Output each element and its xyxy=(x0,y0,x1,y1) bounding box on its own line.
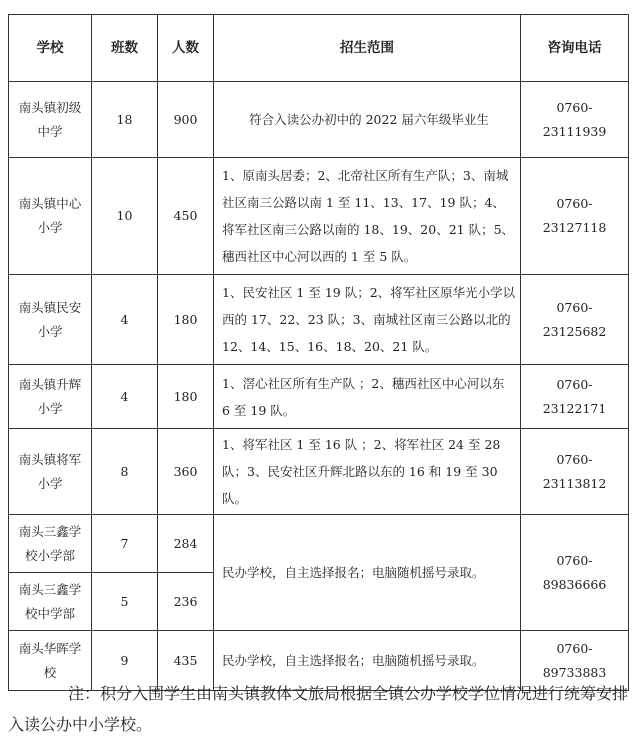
footnote: 注：积分入围学生由南头镇教体文旅局根据全镇公办学校学位情况进行统筹安排入读公办中小学校。 xyxy=(8,684,629,734)
school-name: 南头镇将军小学 xyxy=(9,429,92,515)
table-row xyxy=(9,82,629,158)
school-name: 南头三鑫学校中学部 xyxy=(9,573,92,631)
student-count: 236 xyxy=(158,573,214,631)
phone-number: 0760-23113812 xyxy=(521,429,629,515)
phone-number: 0760-89836666 xyxy=(521,515,629,631)
school-name: 南头镇民安小学 xyxy=(9,275,92,365)
student-count: 180 xyxy=(158,365,214,429)
enrollment-range: 民办学校，自主选择报名；电脑随机摇号录取。 xyxy=(214,631,521,691)
class-count: 10 xyxy=(92,158,158,275)
table-row xyxy=(9,365,629,429)
school-name: 南头镇升辉小学 xyxy=(9,365,92,429)
phone-number: 0760-23125682 xyxy=(521,275,629,365)
phone-number: 0760-23122171 xyxy=(521,365,629,429)
student-count: 284 xyxy=(158,515,214,573)
class-count: 18 xyxy=(92,82,158,158)
header-school: 学校 xyxy=(9,15,92,82)
student-count: 360 xyxy=(158,429,214,515)
enrollment-range: 1、将军社区 1 至 16 队 ；2、将军社区 24 至 28 队；3、民安社区升辉北路以东的 16 和 19 至 30 队。 xyxy=(214,429,521,515)
class-count: 7 xyxy=(92,515,158,573)
enrollment-range: 1、原南头居委；2、北帝社区所有生产队；3、南城社区南三公路以南 1 至 11、13、17、19 队；4、将军社区南三公路以南的 18、19、20、21 队；5、穗西社区中心河以西的 1 至 5 队。 xyxy=(214,158,521,275)
student-count: 450 xyxy=(158,158,214,275)
table-row xyxy=(9,429,629,515)
school-name: 南头镇初级中学 xyxy=(9,82,92,158)
table-row xyxy=(9,158,629,275)
school-name: 南头镇中心小学 xyxy=(9,158,92,275)
enrollment-range: 1、民安社区 1 至 19 队；2、将军社区原华光小学以西的 17、22、23 队；3、南城社区南三公路以北的 12、14、15、16、18、20、21 队。 xyxy=(214,275,521,365)
class-count: 8 xyxy=(92,429,158,515)
header-row xyxy=(9,15,629,82)
table-row xyxy=(9,515,629,573)
enrollment-range: 符合入读公办初中的 2022 届六年级毕业生 xyxy=(214,82,521,158)
phone-number: 0760-89733883 xyxy=(521,631,629,691)
enrollment-range: 1、滘心社区所有生产队 ；2、穗西社区中心河以东 6 至 19 队。 xyxy=(214,365,521,429)
school-name: 南头三鑫学校小学部 xyxy=(9,515,92,573)
header-range: 招生范围 xyxy=(214,15,521,82)
header-classes: 班数 xyxy=(92,15,158,82)
phone-number: 0760-23127118 xyxy=(521,158,629,275)
class-count: 9 xyxy=(92,631,158,691)
enrollment-range: 民办学校，自主选择报名；电脑随机摇号录取。 xyxy=(214,515,521,631)
class-count: 4 xyxy=(92,365,158,429)
header-phone: 咨询电话 xyxy=(521,15,629,82)
phone-number: 0760-23111939 xyxy=(521,82,629,158)
student-count: 900 xyxy=(158,82,214,158)
student-count: 180 xyxy=(158,275,214,365)
school-name: 南头华晖学校 xyxy=(9,631,92,691)
class-count: 4 xyxy=(92,275,158,365)
class-count: 5 xyxy=(92,573,158,631)
table-row xyxy=(9,275,629,365)
header-students: 人数 xyxy=(158,15,214,82)
student-count: 435 xyxy=(158,631,214,691)
enrollment-table xyxy=(8,14,629,691)
